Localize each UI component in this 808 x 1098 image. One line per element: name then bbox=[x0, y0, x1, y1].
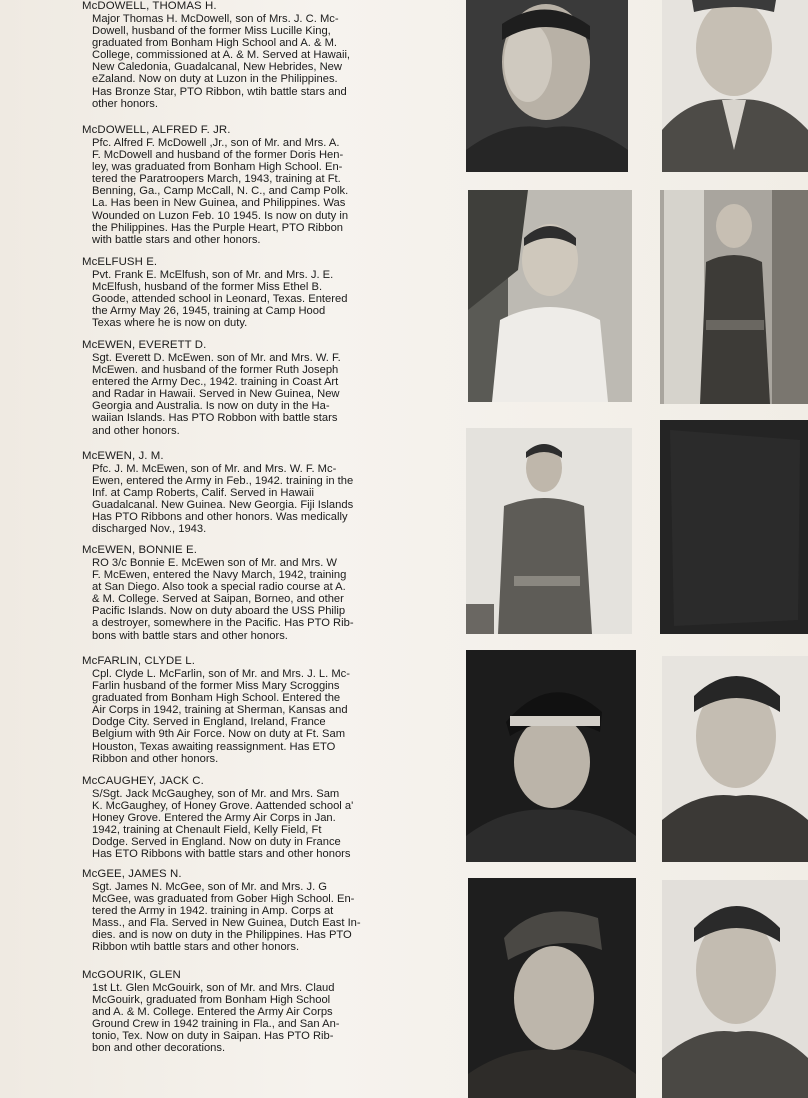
portrait-photo bbox=[662, 656, 808, 862]
portrait-photo bbox=[468, 190, 632, 402]
portrait-photo bbox=[662, 0, 808, 172]
portrait-photo bbox=[466, 650, 636, 862]
bio-text: RO 3/c Bonnie E. McEwen son of Mr. and Mrs. W F. McEwen, entered the Navy March, 1942, training at San Diego. Also took a special radio course at A. & M. College. Served at Saipan, Borneo, and other Pacific Islands. Now on duty aboard the USS Philip a destroyer, somewhere in the Pacific. Has PTO Rib- bons with battle stars and other honors. bbox=[92, 557, 354, 642]
bio-entry-mcgee bbox=[82, 868, 464, 954]
bio-entry-jm-mcewen bbox=[82, 450, 464, 536]
bio-name: McEWEN, J. M. bbox=[82, 450, 164, 462]
portrait-photo bbox=[466, 428, 632, 634]
bio-name: McDOWELL, THOMAS H. bbox=[82, 0, 217, 12]
bio-text: Sgt. James N. McGee, son of Mr. and Mrs. J. G McGee, was graduated from Gober High School. En- tered the Army in 1942. training in Amp. Corps at Mass., and Fla. Served in New Guinea, Dutch East In- dies. and is now on duty in the Philippines. Has PTO Ribbon wtih battle stars and other honors. bbox=[92, 881, 361, 954]
bio-text: S/Sgt. Jack McGaughey, son of Mr. and Mrs. Sam K. McGaughey, of Honey Grove. Aattended school a' Honey Grove. Entered the Army Air Corps in Jan. 1942, training at Chenault Field, Kelly Field, Ft Dodge. Served in England. Now on duty in France Has ETO Ribbons with battle stars and other honors bbox=[92, 788, 354, 861]
bio-name: McDOWELL, ALFRED F. JR. bbox=[82, 124, 231, 136]
bio-entry-thomas-mcdowell bbox=[82, 0, 464, 110]
bio-entry-alfred-mcdowell bbox=[82, 124, 464, 246]
bio-entry-mcelfush bbox=[82, 256, 464, 329]
bio-text: Pvt. Frank E. McElfush, son of Mr. and Mrs. J. E. McElfush, husband of the former Miss Ethel B. Goode, attended school in Leonard, Texas. Entered the Army May 26, 1945, training at Camp Hood Texas where he is now on duty. bbox=[92, 269, 348, 330]
portrait-photo bbox=[660, 190, 808, 404]
portrait-photo bbox=[660, 420, 808, 634]
bio-name: McFARLIN, CLYDE L. bbox=[82, 655, 195, 667]
bio-entry-bonnie-mcewen bbox=[82, 544, 464, 642]
bio-text: Pfc. J. M. McEwen, son of Mr. and Mrs. W. F. Mc- Ewen, entered the Army in Feb., 1942. training in the Inf. at Camp Roberts, Calif. Served in Hawaii Guadalcanal. New Guinea. New Georgia. Fiji Islands Has PTO Ribbons and other honors. Was medically discharged Nov., 1943. bbox=[92, 463, 354, 536]
bio-entry-mcgourik bbox=[82, 969, 464, 1055]
bio-text: Sgt. Everett D. McEwen. son of Mr. and Mrs. W. F. McEwen. and husband of the former Ruth Joseph entered the Army Dec., 1942. training in Coast Art and Radar in Hawaii. Served in New Guinea, New Georgia and Australia. Is now on duty in the Ha- waiian Islands. Has PTO Robbon with battle stars and other honors. bbox=[92, 352, 341, 437]
bio-entry-everett-mcewen bbox=[82, 339, 464, 437]
bio-entry-mccaughey bbox=[82, 775, 464, 861]
bio-name: McELFUSH E. bbox=[82, 256, 158, 268]
bio-text: 1st Lt. Glen McGouirk, son of Mr. and Mrs. Claud McGouirk, graduated from Bonham High School and A. & M. College. Entered the Army Air Corps Ground Crew in 1942 training in Fla., and San An- tonio, Tex. Now on duty in Saipan. Has PTO Rib- bon and other decorations. bbox=[92, 982, 340, 1055]
portrait-photo bbox=[468, 878, 636, 1098]
bio-name: McEWEN, EVERETT D. bbox=[82, 339, 207, 351]
bio-text: Pfc. Alfred F. McDowell ,Jr., son of Mr. and Mrs. A. F. McDowell and husband of the former Doris Hen- ley, was graduated from Bonham High School. En- tered the Paratroopers March, 1943, training at Ft. Benning, Ga., Camp McCall, N. C., and Camp Polk. La. Has been in New Guinea, and Philippines. Was Wounded on Luzon Feb. 10 1945. Is now on duty in the Philippines. Has the Purple Heart, PTO Ribbon with battle stars and other honors. bbox=[92, 137, 349, 246]
bio-entry-mcfarlin bbox=[82, 655, 464, 765]
portrait-photo bbox=[662, 880, 808, 1098]
bio-name: McEWEN, BONNIE E. bbox=[82, 544, 197, 556]
bio-name: McGEE, JAMES N. bbox=[82, 868, 182, 880]
bio-text: Cpl. Clyde L. McFarlin, son of Mr. and Mrs. J. L. Mc- Farlin husband of the former Miss Mary Scroggins graduated from Bonham High School. Entered the Air Corps in 1942, training at Sherman, Kansas and Dodge City. Served in England, Ireland, France Belgium with 9th Air Force. Now on duty at Ft. Sam Houston, Texas awaiting reassignment. Has ETO Ribbon and other honors. bbox=[92, 668, 351, 765]
bio-text: Major Thomas H. McDowell, son of Mrs. J. C. Mc- Dowell, husband of the former Miss Lucille King, graduated from Bonham High School and A. & M. College, commissioned at A. & M. Served at Hawaii, New Caledonia, Guadalcanal, New Hebrides, New eZaland. Now on duty at Luzon in the Philippines. Has Bronze Star, PTO Ribbon, wtih battle stars and other honors. bbox=[92, 13, 351, 110]
bio-name: McGOURIK, GLEN bbox=[82, 969, 181, 981]
portrait-photo bbox=[466, 0, 628, 172]
bio-name: McCAUGHEY, JACK C. bbox=[82, 775, 204, 787]
